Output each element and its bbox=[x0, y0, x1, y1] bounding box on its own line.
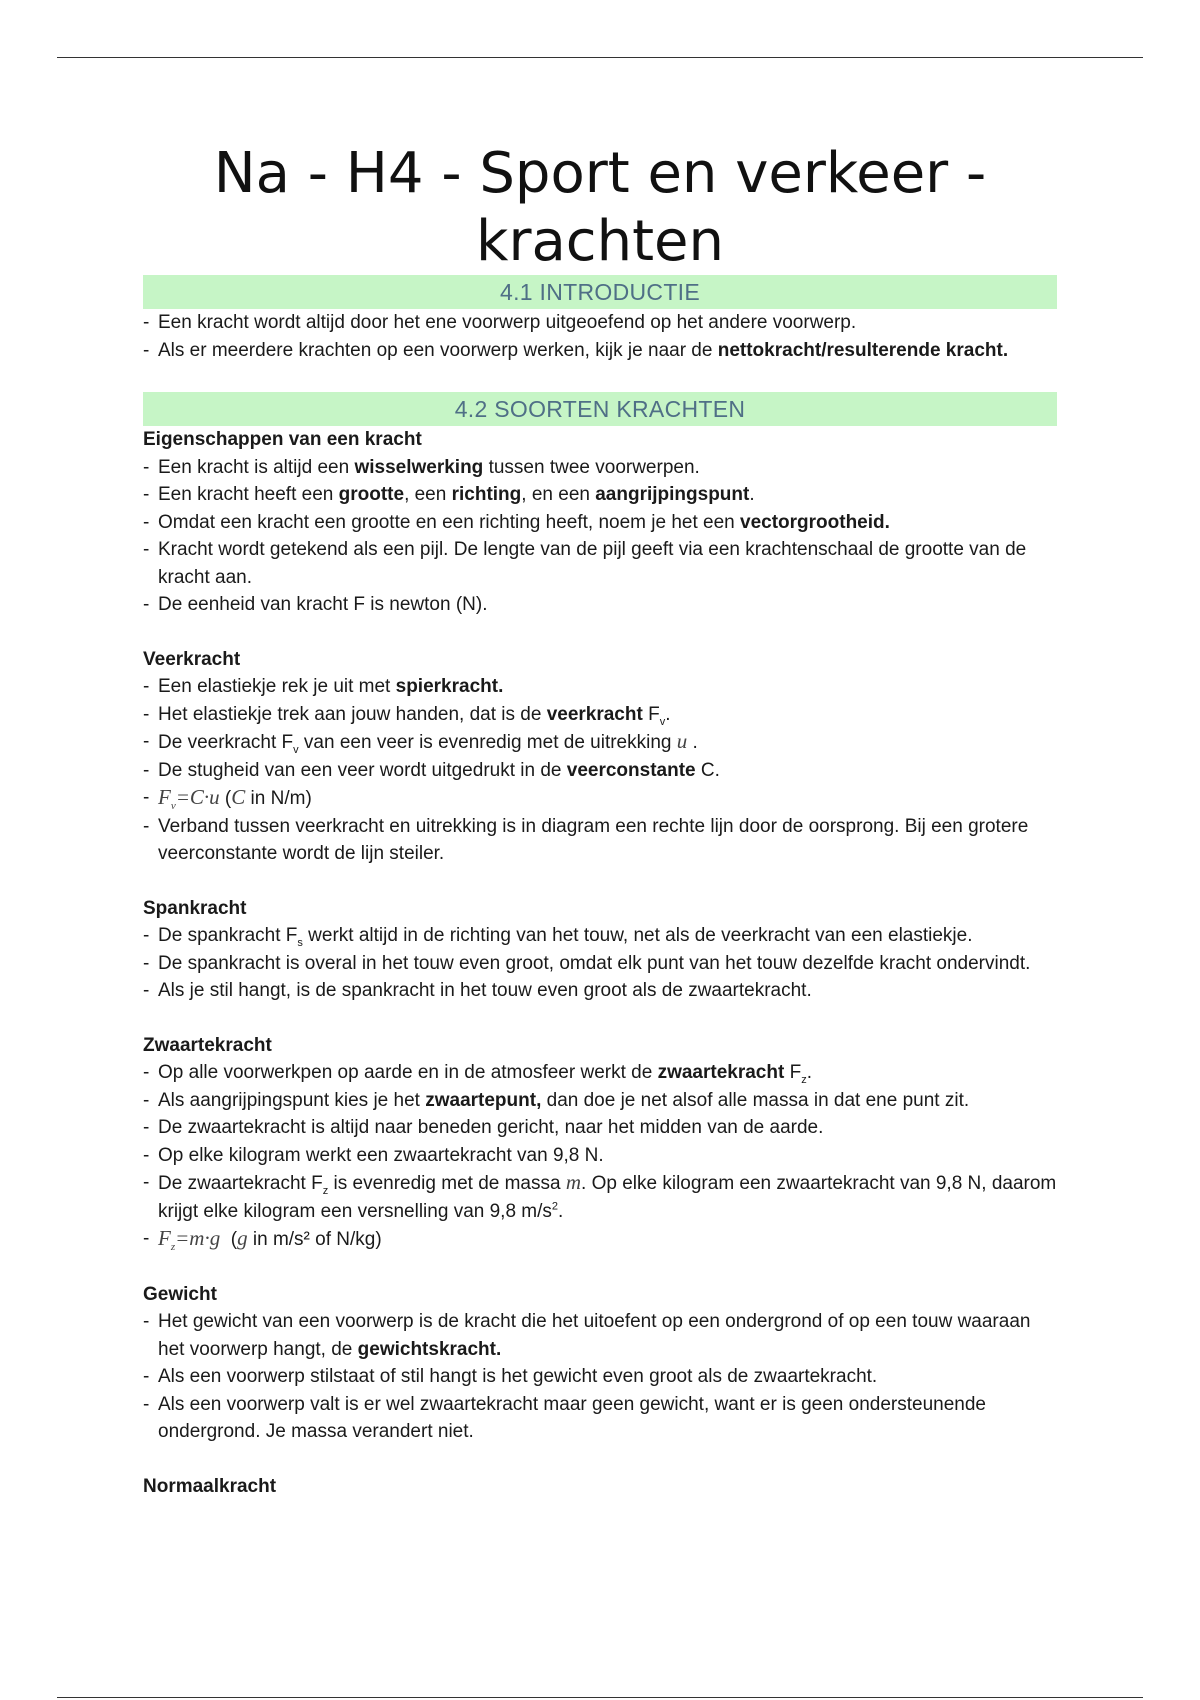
list-item: - Als een voorwerp valt is er wel zwaartekracht maar geen gewicht, want er is geen ondersteunende ondergrond. Je massa verandert niet. bbox=[143, 1391, 1057, 1446]
top-rule bbox=[57, 57, 1143, 58]
subheading-zwaartekracht: Zwaartekracht bbox=[143, 1034, 272, 1056]
subheading-gewicht: Gewicht bbox=[143, 1283, 217, 1305]
list-item: - De eenheid van kracht F is newton (N). bbox=[143, 591, 1057, 619]
list-item: - De spankracht is overal in het touw even groot, omdat elk punt van het touw dezelfde kracht ondervindt. bbox=[143, 950, 1057, 978]
list-item: - De veerkracht $F_v$ van een veer is evenredig met de uitrekking u . bbox=[143, 728, 1057, 757]
list-item: - De spankracht $F_s$ werkt altijd in de richting van het touw, net als de veerkracht van een elastiekje. bbox=[143, 922, 1057, 950]
list-item: - Als er meerdere krachten op een voorwerp werken, kijk je naar de nettokracht/resulterende kracht. bbox=[143, 337, 1057, 365]
section-header-4-1: 4.1 INTRODUCTIE bbox=[143, 275, 1057, 309]
list-item: - Een kracht heeft een grootte, een richting, en een aangrijpingspunt. bbox=[143, 481, 1057, 509]
title-line-2: krachten bbox=[476, 209, 724, 274]
veerkracht-list bbox=[143, 673, 1057, 868]
subheading-normaalkracht: Normaalkracht bbox=[143, 1475, 277, 1497]
list-item: - Het elastiekje trek aan jouw handen, dat is de veerkracht $F_v$. bbox=[143, 701, 1057, 729]
page-title bbox=[143, 140, 1057, 276]
title-line-1: Na - H4 - Sport en verkeer - bbox=[213, 141, 987, 206]
list-item: - Een elastiekje rek je uit met spierkracht. bbox=[143, 673, 1057, 701]
subheading-veerkracht: Veerkracht bbox=[143, 648, 241, 670]
list-item: - Het gewicht van een voorwerp is de kracht die het uitoefent op een ondergrond of op een touw waaraan het voorwerp hangt, de gewichtskracht. bbox=[143, 1308, 1057, 1363]
list-item: - Als aangrijpingspunt kies je het zwaartepunt, dan doe je net alsof alle massa in dat ene punt zit. bbox=[143, 1087, 1057, 1115]
document-body bbox=[143, 275, 1057, 1500]
intro-list bbox=[143, 309, 1057, 364]
gewicht-list bbox=[143, 1308, 1057, 1446]
list-item: - Een kracht is altijd een wisselwerking tussen twee voorwerpen. bbox=[143, 454, 1057, 482]
list-item: - Verband tussen veerkracht en uitrekking is in diagram een rechte lijn door de oorsprong. Bij een grotere veerconstante wordt de lijn steiler. bbox=[143, 813, 1057, 868]
list-item: - Een kracht wordt altijd door het ene voorwerp uitgeoefend op het andere voorwerp. bbox=[143, 309, 1057, 337]
subheading-eigenschappen: Eigenschappen van een kracht bbox=[143, 429, 422, 450]
bottom-rule bbox=[57, 1697, 1143, 1698]
list-item: - Op elke kilogram werkt een zwaartekracht van 9,8 N. bbox=[143, 1142, 1057, 1170]
section-header-4-2: 4.2 SOORTEN KRACHTEN bbox=[143, 392, 1057, 426]
list-item: - Omdat een kracht een grootte en een richting heeft, noem je het een vectorgrootheid. bbox=[143, 509, 1057, 537]
formula-veerkracht: - $F_v=C\cdot u$ (C in N/m) bbox=[143, 784, 1057, 813]
list-item: - De zwaartekracht is altijd naar beneden gericht, naar het midden van de aarde. bbox=[143, 1114, 1057, 1142]
spankracht-list bbox=[143, 922, 1057, 1005]
zwaartekracht-list bbox=[143, 1059, 1057, 1254]
list-item: - Als je stil hangt, is de spankracht in het touw even groot als de zwaartekracht. bbox=[143, 977, 1057, 1005]
subheading-spankracht: Spankracht bbox=[143, 897, 247, 919]
list-item: - Als een voorwerp stilstaat of stil hangt is het gewicht even groot als de zwaartekracht. bbox=[143, 1363, 1057, 1391]
list-item: - Kracht wordt getekend als een pijl. De lengte van de pijl geeft via een krachtenschaal de grootte van de kracht aan. bbox=[143, 536, 1057, 591]
list-item: - De zwaartekracht $F_z$ is evenredig met de massa m. Op elke kilogram een zwaartekracht van 9,8 N, daarom krijgt elke kilogram een versnelling van 9,8 $m/s^2$. bbox=[143, 1169, 1057, 1225]
eigenschappen-list bbox=[143, 454, 1057, 619]
formula-zwaartekracht: - $F_z=m\cdot g$ (g in m/s² of N/kg) bbox=[143, 1225, 1057, 1254]
list-item: - Op alle voorwerkpen op aarde en in de atmosfeer werkt de zwaartekracht $F_z$. bbox=[143, 1059, 1057, 1087]
list-item: - De stugheid van een veer wordt uitgedrukt in de veerconstante C. bbox=[143, 757, 1057, 785]
